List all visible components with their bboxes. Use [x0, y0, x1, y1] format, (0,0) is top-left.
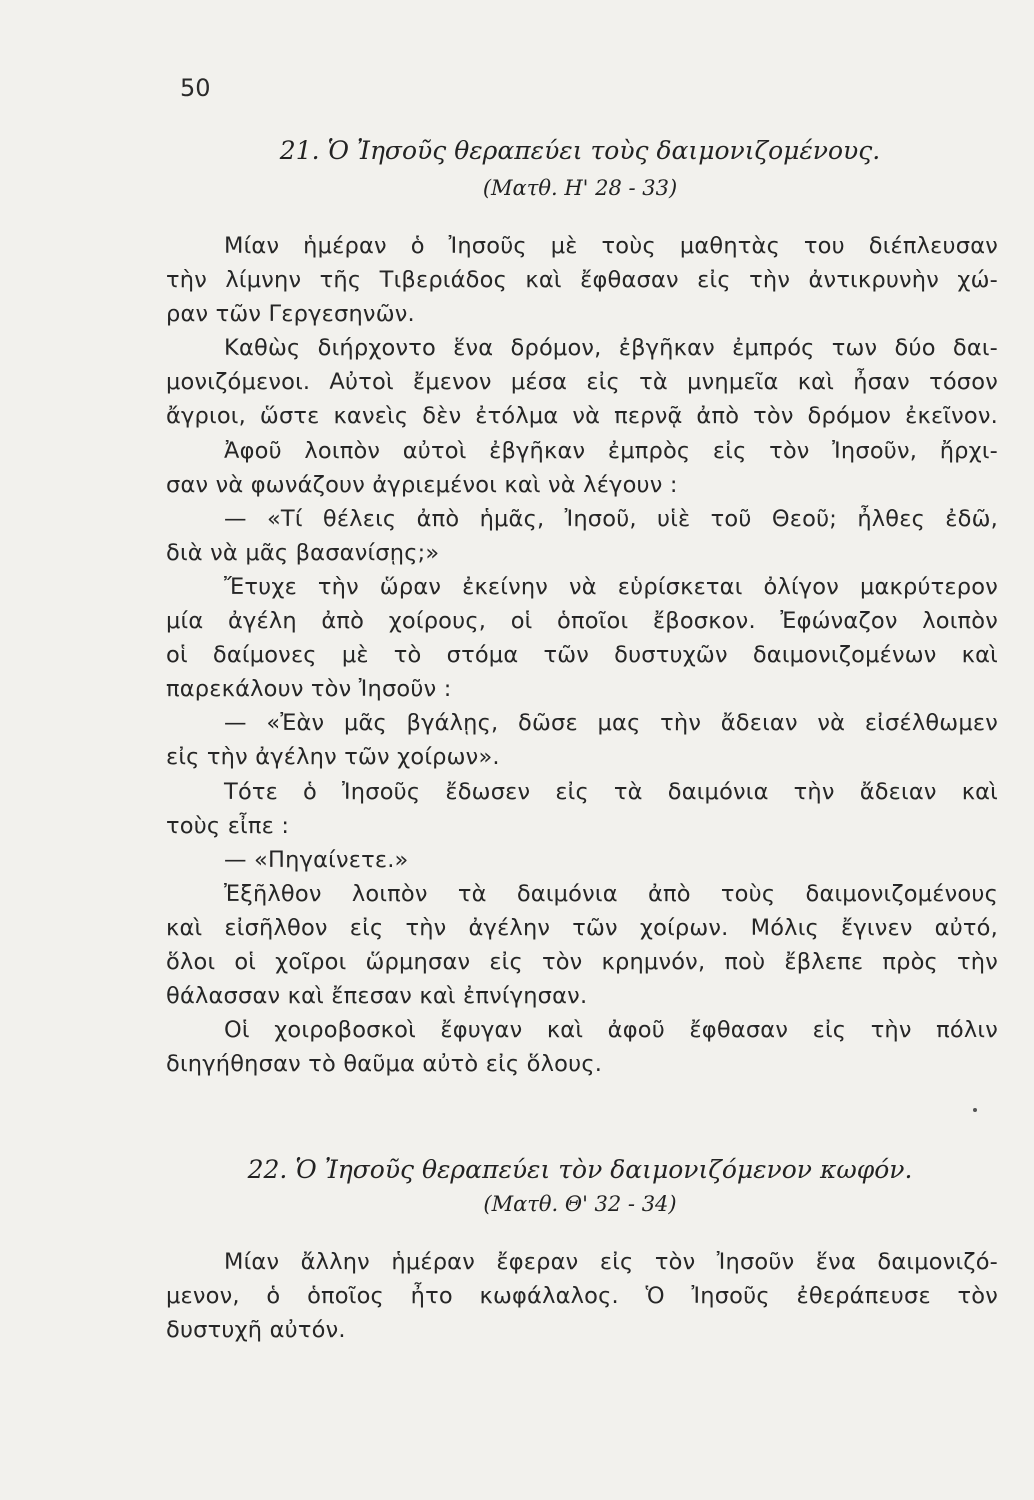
text-line: Καθὼς διήρχοντο ἕνα δρόμον, ἐβγῆκαν ἐμπρός των δύο δαι- [224, 335, 998, 362]
ink-speck [973, 1108, 977, 1112]
text-line: διηγήθησαν τὸ θαῦμα αὐτὸ εἰς ὅλους. [166, 1051, 603, 1078]
text-line: Οἱ χοιροβοσκοὶ ἔφυγαν καὶ ἀφοῦ ἔφθασαν εἰς τὴν πόλιν [224, 1017, 998, 1044]
text-line: ὅλοι οἱ χοῖροι ὥρμησαν εἰς τὸν κρημνόν, ποὺ ἔβλεπε πρὸς τὴν [166, 948, 998, 975]
page-number: 50 [180, 74, 211, 102]
text-line: δυστυχῆ αὐτόν. [166, 1317, 346, 1344]
section-22-body [166, 1245, 998, 1347]
text-line: μενον, ὁ ὁποῖος ἦτο κωφάλαλος. Ὁ Ἰησοῦς ἐθεράπευσε τὸν [166, 1283, 998, 1310]
text-line: παρεκάλουν τὸν Ἰησοῦν : [166, 676, 452, 703]
text-line: Τότε ὁ Ἰησοῦς ἔδωσεν εἰς τὰ δαιμόνια τὴν ἄδειαν καὶ [224, 778, 998, 805]
section-21-body [166, 229, 998, 1081]
text-line: εἰς τὴν ἀγέλην τῶν χοίρων». [166, 744, 500, 771]
text-line: — «Πηγαίνετε.» [224, 846, 409, 873]
text-line: ἄγριοι, ὥστε κανεὶς δὲν ἐτόλμα νὰ περνᾷ ἀπὸ τὸν δρόμον ἐκεῖνον. [166, 403, 998, 430]
text-line: τὴν λίμνην τῆς Τιβεριάδος καὶ ἔφθασαν εἰς τὴν ἀντικρυνὴν χώ- [166, 267, 998, 294]
text-line: θάλασσαν καὶ ἔπεσαν καὶ ἐπνίγησαν. [166, 983, 588, 1010]
text-line: μία ἀγέλη ἀπὸ χοίρους, οἱ ὁποῖοι ἔβοσκον. Ἐφώναζον λοιπὸν [166, 608, 998, 635]
section-22-heading: 22. Ὁ Ἰησοῦς θεραπεύει τὸν δαιμονιζόμενον κωφόν. [247, 1155, 913, 1184]
text-line: διὰ νὰ μᾶς βασανίσῃς;» [166, 539, 440, 566]
section-22-reference: (Ματθ. Θ' 32 - 34) [483, 1192, 677, 1216]
text-line: — «Ἐὰν μᾶς βγάλῃς, δῶσε μας τὴν ἄδειαν νὰ εἰσέλθωμεν [224, 710, 998, 737]
text-line: σαν νὰ φωνάζουν ἀγριεμένοι καὶ νὰ λέγουν : [166, 471, 678, 498]
text-line: Ἔτυχε τὴν ὥραν ἐκείνην νὰ εὑρίσκεται ὀλίγον μακρύτερον [224, 573, 998, 600]
text-line: καὶ εἰσῆλθον εἰς τὴν ἀγέλην τῶν χοίρων. Μόλις ἔγινεν αὐτό, [166, 914, 998, 941]
text-line: οἱ δαίμονες μὲ τὸ στόμα τῶν δυστυχῶν δαιμονιζομένων καὶ [166, 642, 998, 669]
text-line: μονιζόμενοι. Αὐτοὶ ἔμενον μέσα εἰς τὰ μνημεῖα καὶ ἦσαν τόσον [166, 369, 998, 396]
text-line: Μίαν ἄλλην ἡμέραν ἔφεραν εἰς τὸν Ἰησοῦν ἕνα δαιμονιζό- [224, 1249, 998, 1275]
section-21-reference: (Ματθ. Η' 28 - 33) [482, 176, 678, 200]
text-line: Ἐξῆλθον λοιπὸν τὰ δαιμόνια ἀπὸ τοὺς δαιμονιζομένους [224, 880, 998, 907]
text-line: ραν τῶν Γεργεσηνῶν. [166, 301, 415, 328]
text-line: Ἀφοῦ λοιπὸν αὐτοὶ ἐβγῆκαν ἐμπρὸς εἰς τὸν Ἰησοῦν, ἤρχι- [224, 437, 998, 464]
text-line: — «Τί θέλεις ἀπὸ ἡμᾶς, Ἰησοῦ, υἱὲ τοῦ Θεοῦ; ἦλθες ἐδῶ, [224, 505, 998, 532]
text-line: Μίαν ἡμέραν ὁ Ἰησοῦς μὲ τοὺς μαθητὰς του διέπλευσαν [224, 233, 998, 259]
section-21-heading: 21. Ὁ Ἰησοῦς θεραπεύει τοὺς δαιμονιζομένους. [279, 136, 881, 165]
text-line: τοὺς εἶπε : [166, 812, 290, 839]
